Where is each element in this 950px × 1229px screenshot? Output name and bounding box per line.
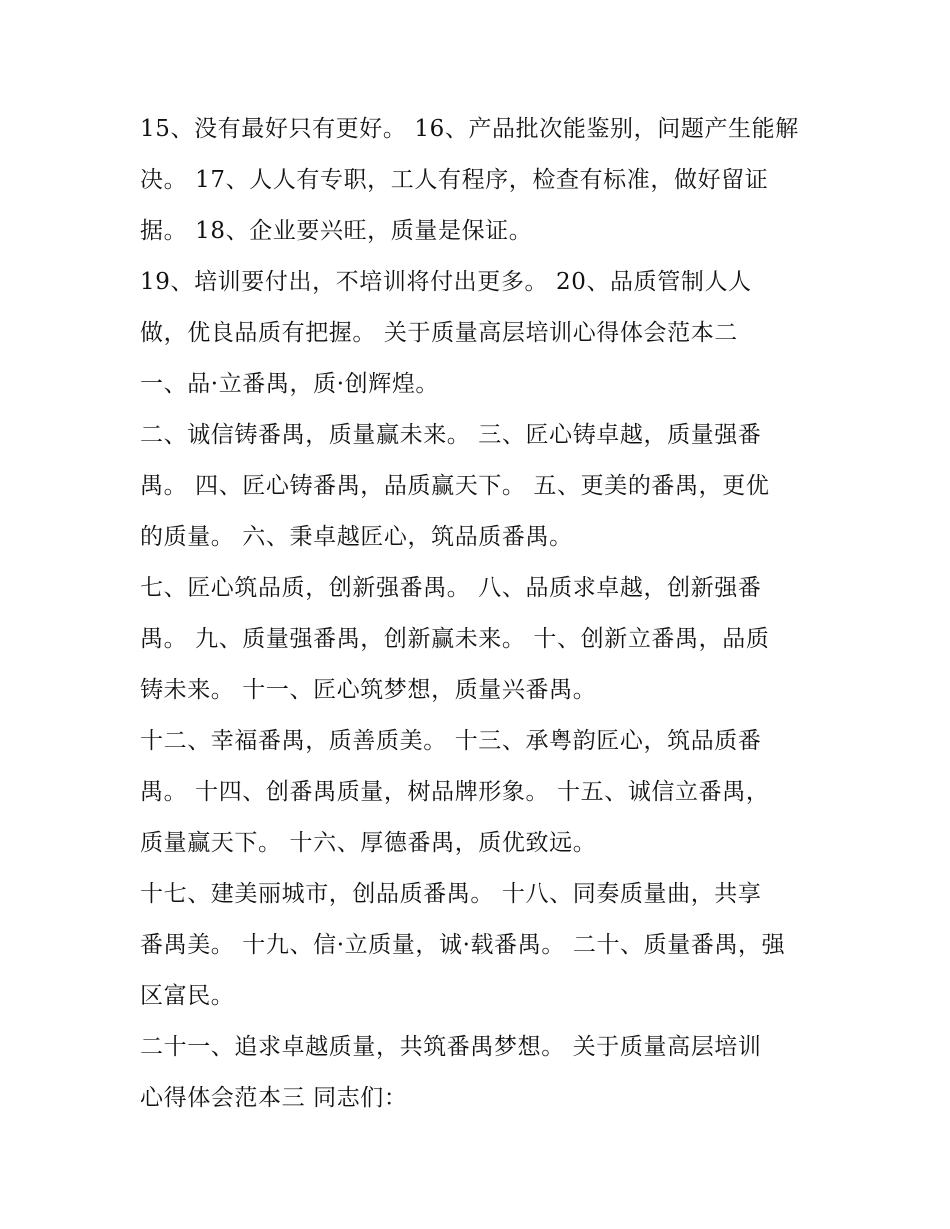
text-line: 二、诚信铸番禺，质量赢未来。 三、匠心铸卓越，质量强番	[140, 422, 762, 448]
text-line: 15、没有最好只有更好。 16、产品批次能鉴别，问题产生能解	[140, 116, 799, 142]
text-line: 做，优良品质有把握。 关于质量高层培训心得体会范本二	[140, 320, 738, 346]
text-line: 番禺美。 十九、信·立质量，诚·载番禺。 二十、质量番禺，强	[140, 932, 786, 958]
text-line: 铸未来。 十一、匠心筑梦想，质量兴番禺。	[140, 677, 597, 703]
text-line: 十二、幸福番禺，质善质美。 十三、承粤韵匠心，筑品质番	[140, 728, 762, 754]
text-line: 19、培训要付出，不培训将付出更多。 20、品质管制人人	[140, 269, 752, 295]
text-line: 区富民。	[140, 983, 235, 1009]
text-line: 禺。 四、匠心铸番禺，品质赢天下。 五、更美的番禺，更优	[140, 473, 770, 499]
text-line: 心得体会范本三 同志们：	[140, 1085, 408, 1111]
text-line: 据。 18、企业要兴旺，质量是保证。	[140, 218, 533, 244]
document-body	[140, 104, 830, 1124]
text-line: 质量赢天下。 十六、厚德番禺，质优致远。	[140, 830, 597, 856]
text-line: 禺。 十四、创番禺质量，树品牌形象。 十五、诚信立番禺，	[140, 779, 770, 805]
text-line: 七、匠心筑品质，创新强番禺。 八、品质求卓越，创新强番	[140, 575, 762, 601]
text-line: 一、品·立番禺，质·创辉煌。	[140, 371, 440, 397]
text-line: 决。 17、人人有专职，工人有程序，检查有标准，做好留证	[140, 167, 769, 193]
text-line: 十七、建美丽城市，创品质番禺。 十八、同奏质量曲，共享	[140, 881, 762, 907]
text-line: 禺。 九、质量强番禺，创新赢未来。 十、创新立番禺，品质	[140, 626, 770, 652]
text-line: 的质量。 六、秉卓越匠心，筑品质番禺。	[140, 524, 573, 550]
text-line: 二十一、追求卓越质量，共筑番禺梦想。 关于质量高层培训	[140, 1034, 762, 1060]
